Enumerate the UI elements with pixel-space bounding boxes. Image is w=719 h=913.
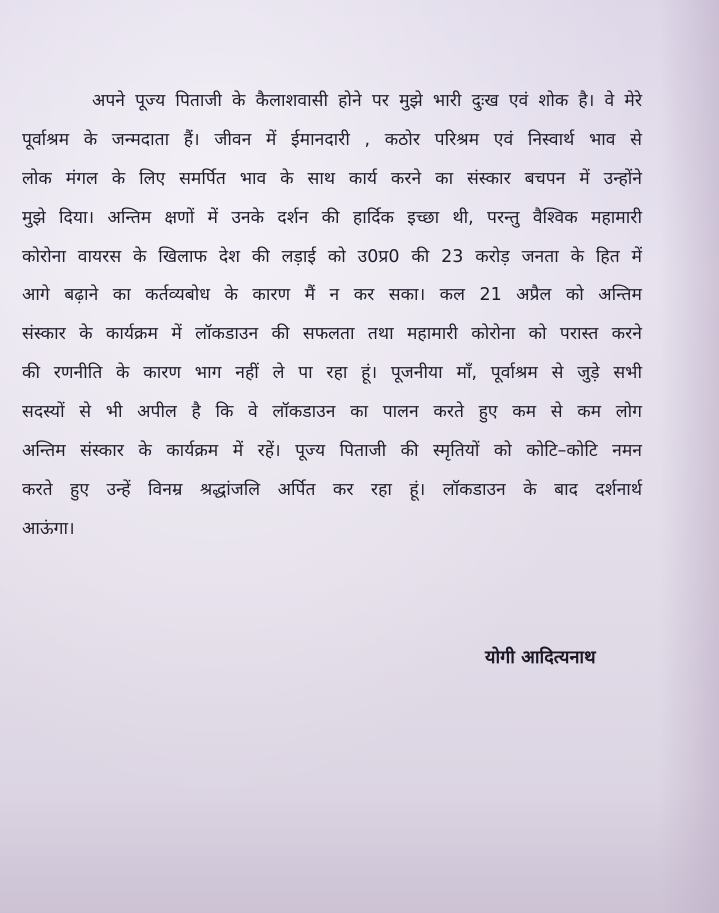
letter-line: आगे बढ़ाने का कर्तव्यबोध के कारण मैं न कर सका। कल 21 अप्रैल को अन्तिम [22,285,642,306]
letter-line: करते हुए उन्हें विनम्र श्रद्धांजलि अर्पित कर रहा हूं। लॉकडाउन के बाद दर्शनार्थ [22,479,642,500]
letter-body [22,82,642,549]
letter-line: लोक मंगल के लिए समर्पित भाव के साथ कार्य करने का संस्कार बचपन में उन्होंने [22,168,642,189]
letter-line: संस्कार के कार्यक्रम में लॉकडाउन की सफलता तथा महामारी कोरोना को परास्त करने [22,324,642,345]
letter-line: मुझे दिया। अन्तिम क्षणों में उनके दर्शन की हार्दिक इच्छा थी, परन्तु वैश्विक महामारी [22,207,642,228]
letter-line: अपने पूज्य पिताजी के कैलाशवासी होने पर मुझे भारी दुःख एवं शोक है। वे मेरे [92,91,642,111]
letter-line: कोरोना वायरस के खिलाफ देश की लड़ाई को उ0प्र0 की 23 करोड़ जनता के हित में [22,246,642,267]
signature-name: योगी आदित्यनाथ [485,647,596,668]
letter-line: अन्तिम संस्कार के कार्यक्रम में रहें। पूज्य पिताजी की स्मृतियों को कोटि–कोटि नमन [22,441,642,462]
letter-line: आऊंगा। [22,518,75,539]
paper-shadow-right [659,0,719,913]
letter-line: पूर्वाश्रम के जन्मदाता हैं। जीवन में ईमानदारी , कठोर परिश्रम एवं निस्वार्थ भाव से [22,129,642,150]
letter-line: की रणनीति के कारण भाग नहीं ले पा रहा हूं। पूजनीया माँ, पूर्वाश्रम से जुड़े सभी [22,363,642,384]
letter-line: सदस्यों से भी अपील है कि वे लॉकडाउन का पालन करते हुए कम से कम लोग [22,402,642,423]
paper-shadow-bottom [0,793,719,913]
